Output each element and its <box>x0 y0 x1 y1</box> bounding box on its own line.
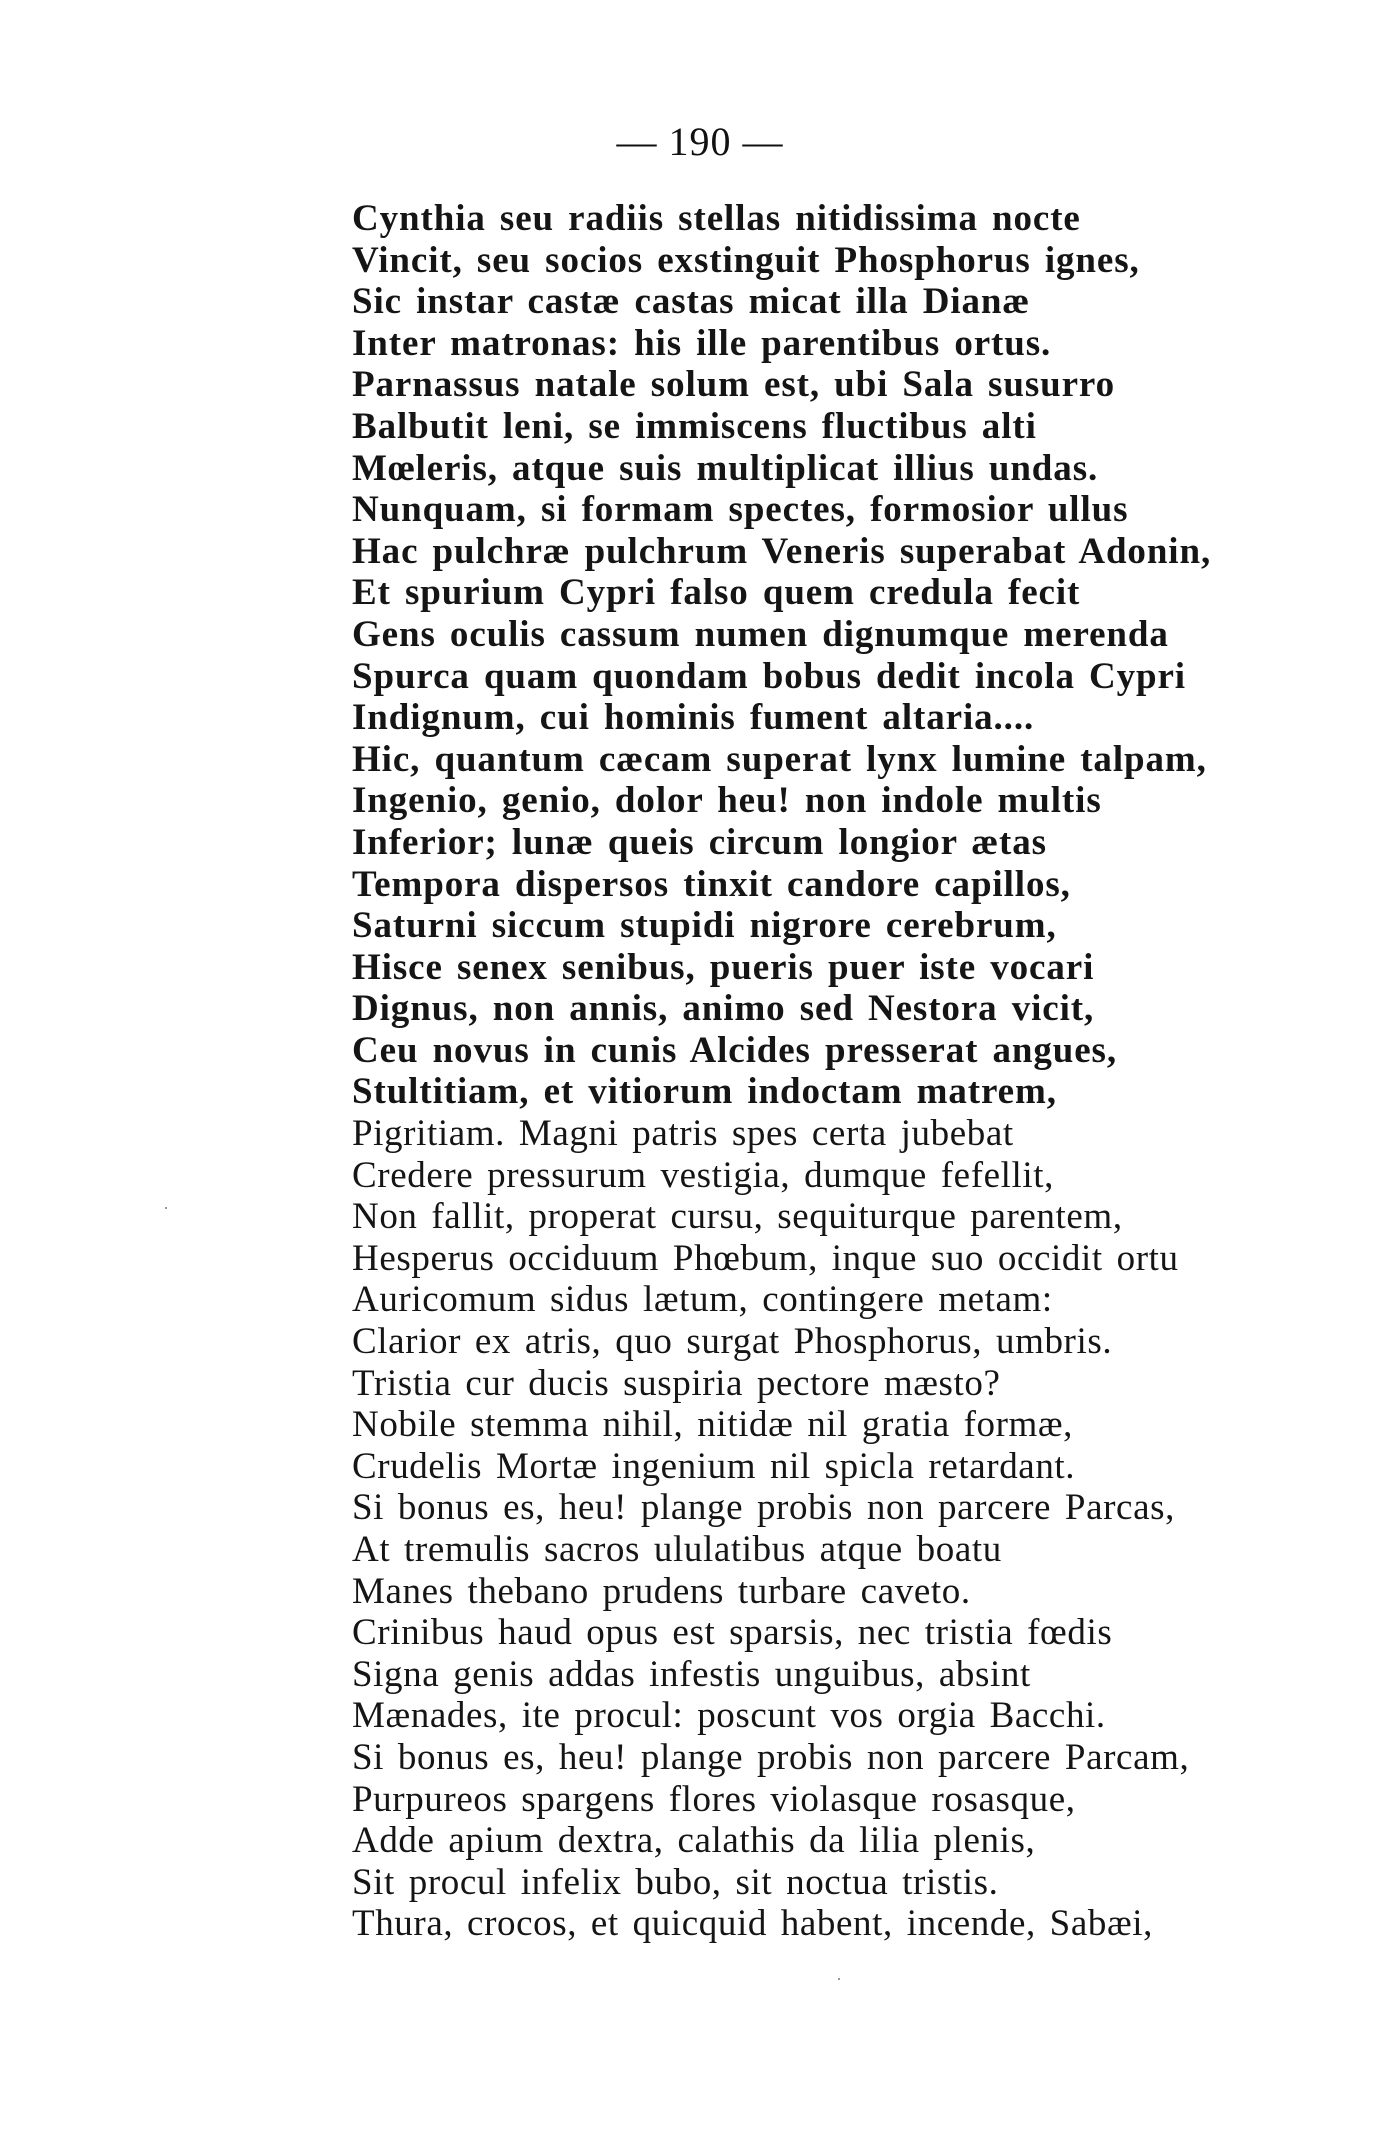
verse-line: Mænades, ite procul: poscunt vos orgia Bacchi. <box>352 1695 1106 1737</box>
verse-line: Mœleris, atque suis multiplicat illius undas. <box>352 447 1099 489</box>
verse-line: Auricomum sidus lætum, contingere metam: <box>352 1279 1053 1321</box>
verse-line: Saturni siccum stupidi nigrore cerebrum, <box>352 905 1057 947</box>
verse-line: Inter matronas: his ille parentibus ortus. <box>352 322 1052 364</box>
verse-line: Gens oculis cassum numen dignumque merenda <box>352 613 1169 655</box>
verse-line: Cynthia seu radiis stellas nitidissima nocte <box>352 198 1081 239</box>
verse-line: Nobile stemma nihil, nitidæ nil gratia formæ, <box>352 1404 1074 1446</box>
verse-line: Hic, quantum cæcam superat lynx lumine talpam, <box>352 738 1207 780</box>
verse-line: Indignum, cui hominis fument altaria.... <box>352 697 1035 739</box>
verse-line: At tremulis sacros ululatibus atque boatu <box>352 1529 1002 1570</box>
verse-line: Ceu novus in cunis Alcides presserat angues, <box>352 1029 1117 1071</box>
poem-text <box>352 198 1362 1945</box>
verse-line: Si bonus es, heu! plange probis non parcere Parcas, <box>352 1487 1175 1529</box>
verse-line: Balbutit leni, se immiscens fluctibus alti <box>352 405 1037 447</box>
verse-line: Pigritiam. Magni patris spes certa jubebat <box>352 1113 1014 1155</box>
verse-line: Credere pressurum vestigia, dumque fefellit, <box>352 1154 1055 1196</box>
verse-line: Et spurium Cypri falso quem credula fecit <box>352 572 1081 614</box>
verse-line: Tempora dispersos tinxit candore capillos, <box>352 863 1071 905</box>
verse-line: Si bonus es, heu! plange probis non parcere Parcam, <box>352 1736 1190 1778</box>
verse-line: Parnassus natale solum est, ubi Sala susurro <box>352 364 1115 406</box>
verse-line: Manes thebano prudens turbare caveto. <box>352 1570 971 1612</box>
verse-line: Sit procul infelix bubo, sit noctua tristis. <box>352 1861 999 1903</box>
verse-line: Hac pulchræ pulchrum Veneris superabat Adonin, <box>352 530 1212 572</box>
verse-line: Inferior; lunæ queis circum longior ætas <box>352 821 1047 863</box>
verse-line: Adde apium dextra, calathis da lilia plenis, <box>352 1820 1036 1862</box>
verse-line: Tristia cur ducis suspiria pectore mæsto? <box>352 1362 1001 1404</box>
verse-line: Ingenio, genio, dolor heu! non indole multis <box>352 780 1102 822</box>
verse-line: Clarior ex atris, quo surgat Phosphorus, umbris. <box>352 1321 1113 1363</box>
verse-line: Hesperus occiduum Phœbum, inque suo occidit ortu <box>352 1237 1179 1279</box>
verse-line: Dignus, non annis, animo sed Nestora vicit, <box>352 988 1095 1030</box>
verse-line: Crudelis Mortæ ingenium nil spicla retardant. <box>352 1445 1076 1487</box>
scan-speck <box>838 1978 840 1980</box>
verse-line: Purpureos spargens flores violasque rosasque, <box>352 1778 1076 1820</box>
verse-line: Vincit, seu socios exstinguit Phosphorus ignes, <box>352 239 1140 281</box>
verse-line: Stultitiam, et vitiorum indoctam matrem, <box>352 1071 1057 1113</box>
verse-line: Non fallit, properat cursu, sequiturque parentem, <box>352 1196 1123 1238</box>
verse-line: Sic instar castæ castas micat illa Dianæ <box>352 281 1030 323</box>
scan-speck <box>165 1207 167 1209</box>
verse-line: Signa genis addas infestis unguibus, absint <box>352 1653 1031 1695</box>
verse-line: Crinibus haud opus est sparsis, nec tristia fœdis <box>352 1612 1113 1654</box>
verse-line: Nunquam, si formam spectes, formosior ullus <box>352 489 1129 531</box>
verse-line: Spurca quam quondam bobus dedit incola Cypri <box>352 655 1186 697</box>
verse-line: Thura, crocos, et quicquid habent, incende, Sabæi, <box>352 1903 1153 1945</box>
page-number: — 190 — <box>616 119 784 164</box>
verse-line: Hisce senex senibus, pueris puer iste vocari <box>352 946 1095 988</box>
